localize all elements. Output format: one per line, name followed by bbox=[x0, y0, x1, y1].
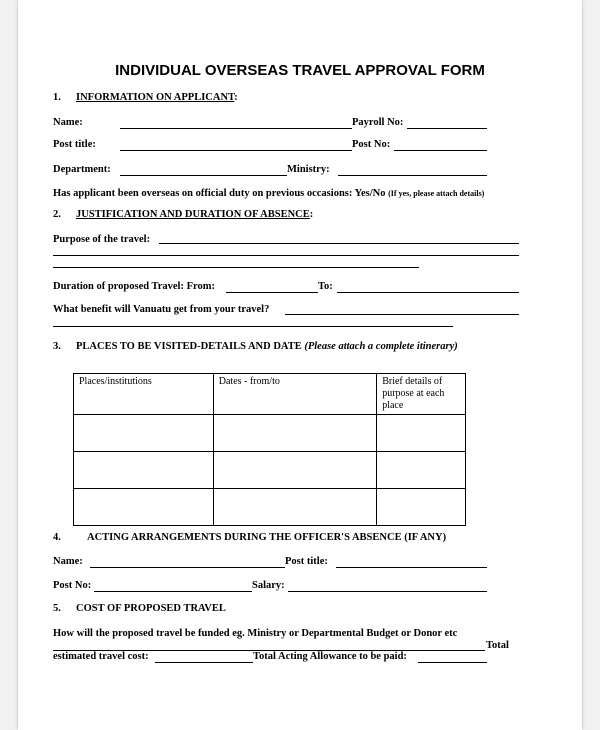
ministry-label: Ministry: bbox=[287, 164, 330, 175]
overseas-question bbox=[53, 188, 484, 199]
section1-heading-text: INFORMATION ON APPLICANT bbox=[76, 92, 235, 103]
purpose-cell[interactable] bbox=[377, 415, 466, 452]
section4-heading: ACTING ARRANGEMENTS DURING THE OFFICER'S ABSENCE (IF ANY) bbox=[87, 532, 447, 543]
total-acting-field[interactable] bbox=[418, 662, 487, 663]
section3-heading-text: PLACES TO BE VISITED-DETAILS AND DATE bbox=[76, 341, 302, 352]
purpose-field-line-1[interactable] bbox=[159, 243, 519, 244]
form-title: INDIVIDUAL OVERSEAS TRAVEL APPROVAL FORM bbox=[115, 62, 485, 79]
table-row bbox=[74, 489, 466, 526]
acting-salary-label: Salary: bbox=[252, 580, 285, 591]
section2-heading-colon: : bbox=[309, 209, 314, 220]
places-cell[interactable] bbox=[74, 452, 214, 489]
dates-cell[interactable] bbox=[213, 452, 376, 489]
duration-from-field[interactable] bbox=[226, 292, 318, 293]
ministry-field[interactable] bbox=[338, 175, 487, 176]
purpose-label: Purpose of the travel: bbox=[53, 234, 151, 245]
benefit-label: What benefit will Vanuatu get from your travel? bbox=[53, 304, 270, 315]
table-row bbox=[74, 452, 466, 489]
section1-heading bbox=[76, 92, 238, 103]
dates-cell[interactable] bbox=[213, 489, 376, 526]
form-page bbox=[18, 0, 582, 730]
section3-heading-note: (Please attach a complete itinerary) bbox=[304, 341, 458, 352]
overseas-question-text: Has applicant been overseas on official duty on previous occasions: Yes/No bbox=[53, 188, 386, 199]
dates-cell[interactable] bbox=[213, 415, 376, 452]
acting-name-label: Name: bbox=[53, 556, 83, 567]
estimated-cost-field[interactable] bbox=[155, 662, 253, 663]
purpose-field-line-2[interactable] bbox=[53, 255, 519, 256]
duration-to-field[interactable] bbox=[337, 292, 519, 293]
overseas-note: (If yes, please attach details) bbox=[388, 189, 485, 198]
section5-heading: COST OF PROPOSED TRAVEL bbox=[76, 603, 226, 614]
department-field[interactable] bbox=[120, 175, 287, 176]
section3-heading bbox=[76, 341, 458, 352]
benefit-field-line-2[interactable] bbox=[53, 326, 453, 327]
acting-post-no-field[interactable] bbox=[94, 591, 252, 592]
post-no-label: Post No: bbox=[352, 139, 391, 150]
total-label: Total bbox=[486, 640, 509, 651]
duration-to-label: To: bbox=[318, 281, 333, 292]
post-title-label: Post title: bbox=[53, 139, 96, 150]
name-label: Name: bbox=[53, 117, 83, 128]
department-label: Department: bbox=[53, 164, 111, 175]
purpose-cell[interactable] bbox=[377, 489, 466, 526]
dates-header-cell: Dates - from/to bbox=[213, 374, 376, 415]
section2-heading bbox=[76, 209, 313, 220]
post-no-field[interactable] bbox=[394, 150, 487, 151]
section4-number: 4. bbox=[53, 532, 61, 543]
purpose-cell[interactable] bbox=[377, 452, 466, 489]
section3-number: 3. bbox=[53, 341, 61, 352]
payroll-label: Payroll No: bbox=[352, 117, 404, 128]
benefit-field-line-1[interactable] bbox=[285, 314, 519, 315]
acting-name-field[interactable] bbox=[90, 567, 285, 568]
acting-post-title-label: Post title: bbox=[285, 556, 328, 567]
purpose-field-line-3[interactable] bbox=[53, 267, 419, 268]
places-cell[interactable] bbox=[74, 415, 214, 452]
payroll-field[interactable] bbox=[407, 128, 487, 129]
acting-salary-field[interactable] bbox=[288, 591, 487, 592]
places-table bbox=[73, 373, 466, 526]
places-table-header-row bbox=[74, 374, 466, 415]
estimated-cost-label: estimated travel cost: bbox=[53, 651, 149, 662]
total-acting-label: Total Acting Allowance to be paid: bbox=[253, 651, 407, 662]
name-field[interactable] bbox=[120, 128, 352, 129]
section5-number: 5. bbox=[53, 603, 61, 614]
section2-number: 2. bbox=[53, 209, 61, 220]
table-row bbox=[74, 415, 466, 452]
funding-question: How will the proposed travel be funded eg. Ministry or Departmental Budget or Donor etc bbox=[53, 628, 458, 639]
acting-post-title-field[interactable] bbox=[336, 567, 487, 568]
post-title-field[interactable] bbox=[120, 150, 352, 151]
duration-from-label: Duration of proposed Travel: From: bbox=[53, 281, 215, 292]
places-cell[interactable] bbox=[74, 489, 214, 526]
section2-heading-text: JUSTIFICATION AND DURATION OF ABSENCE bbox=[76, 209, 310, 220]
places-header-cell: Places/institutions bbox=[74, 374, 214, 415]
section1-number: 1. bbox=[53, 92, 61, 103]
acting-post-no-label: Post No: bbox=[53, 580, 92, 591]
section1-heading-colon: : bbox=[234, 92, 238, 103]
purpose-header-cell: Brief details of purpose at each place bbox=[377, 374, 466, 415]
